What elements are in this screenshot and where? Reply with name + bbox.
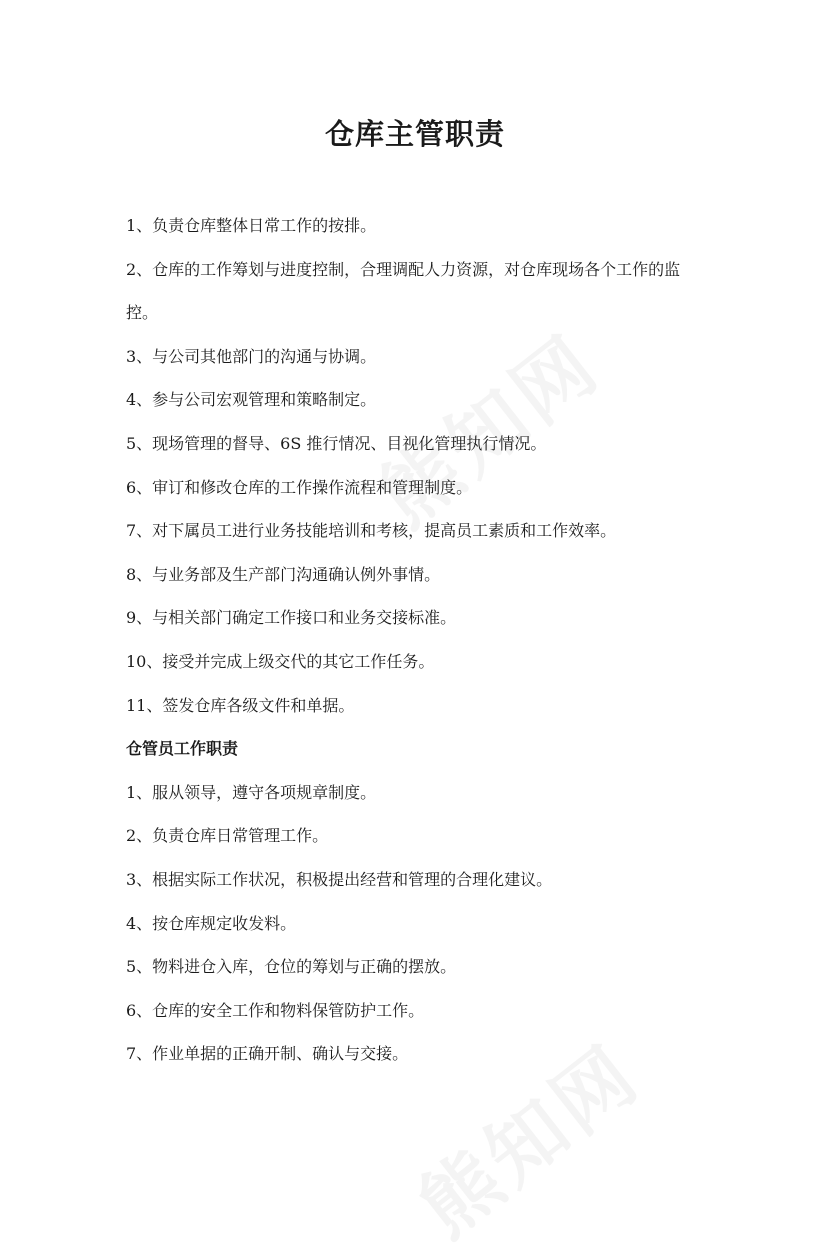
page-title: 仓库主管职责	[324, 117, 505, 151]
list-item: 6、审订和修改仓库的工作操作流程和管理制度。	[126, 477, 473, 497]
document-body	[126, 215, 716, 1065]
list-item-continuation: 控。	[126, 303, 159, 323]
list-item: 11、签发仓库各级文件和单据。	[126, 695, 355, 715]
list-item: 1、负责仓库整体日常工作的按排。	[126, 216, 377, 235]
list-item: 2、仓库的工作筹划与进度控制，合理调配人力资源，对仓库现场各个工作的监	[126, 259, 681, 279]
list-item: 4、参与公司宏观管理和策略制定。	[126, 390, 377, 410]
list-item: 4、按仓库规定收发料。	[126, 913, 297, 933]
list-item: 10、接受并完成上级交代的其它工作任务。	[126, 651, 435, 671]
list-item: 7、对下属员工进行业务技能培训和考核，提高员工素质和工作效率。	[126, 521, 617, 541]
list-item: 3、与公司其他部门的沟通与协调。	[126, 346, 377, 366]
list-item: 9、与相关部门确定工作接口和业务交接标准。	[126, 608, 457, 628]
list-item: 2、负责仓库日常管理工作。	[126, 826, 329, 846]
list-item: 6、仓库的安全工作和物料保管防护工作。	[126, 1000, 425, 1020]
list-item: 8、与业务部及生产部门沟通确认例外事情。	[126, 564, 441, 584]
list-item: 3、根据实际工作状况，积极提出经营和管理的合理化建议。	[126, 869, 553, 889]
section-heading: 仓管员工作职责	[126, 739, 239, 759]
list-item: 5、现场管理的督导、6S 推行情况、目视化管理执行情况。	[126, 433, 547, 453]
list-item: 5、物料进仓入库，仓位的筹划与正确的摆放。	[126, 957, 457, 977]
list-item: 7、作业单据的正确开制、确认与交接。	[126, 1044, 409, 1064]
list-item: 1、服从领导，遵守各项规章制度。	[126, 782, 377, 802]
